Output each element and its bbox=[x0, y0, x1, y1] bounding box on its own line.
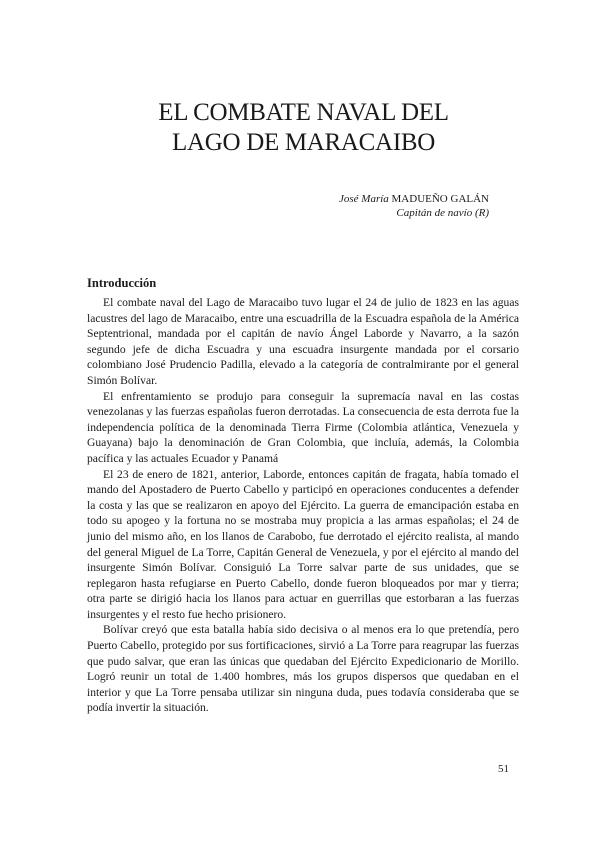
author-given-name: José María bbox=[338, 193, 389, 205]
section-heading: Introducción bbox=[87, 276, 157, 290]
title-line-1: EL COMBATE NAVAL DEL bbox=[158, 99, 449, 126]
paragraph-1: El combate naval del Lago de Maracaibo tuvo lugar el 24 de julio de 1823 en las aguas lacustres del lago de Maracaibo, entre una escuadrilla de la Escuadra española de la América Septentrional, mandada por el capitán de navío Ángel Laborde y Navarro, a la sazón segundo jefe de dicha Escuadra y una escuadra insurgente mandada por el corsario colombiano José Prudencio Padilla, elevado a la categoría de contralmirante por el general Simón Bolívar. bbox=[87, 296, 519, 387]
paragraph-3: El 23 de enero de 1821, anterior, Laborde, entonces capitán de fragata, había tomado el mando del Apostadero de Puerto Cabello y participó en operaciones conducentes a defender la costa y las que se realizaron en apoyo del Ejército. La guerra de emancipación estaba en todo su apogeo y la fortuna no se mostraba muy propicia a las armas españolas; el 24 de junio del mismo año, en los llanos de Carabobo, fue derrotado el ejército realista, al mando del general Miguel de La Torre, Capitán General de Venezuela, y por el ejército al mando del insurgente Simón Bolívar. Consiguió La Torre salvar parte de sus unidades, que se replegaron hasta refugiarse en Puerto Cabello, donde fueron bloqueados por mar y tierra; otra parte se dirigió hacia los llanos para actuar en guerrillas que estorbaran a las fuerzas insurgentes y el resto fue hecho prisionero. bbox=[87, 467, 519, 621]
paragraph-2: El enfrentamiento se produjo para conseguir la supremacía naval en las costas venezolanas y las fuerzas españolas fueron derrotadas. La consecuencia de esta derrota fue la independencia política de la denominada Tierra Firme (Colombia atlántica, Venezuela y Guayana) bajo la denominación de Gran Colombia, que incluía, además, la Colombia pacífica y las actuales Ecuador y Panamá bbox=[87, 389, 519, 465]
author-block bbox=[339, 192, 489, 220]
body-text bbox=[87, 295, 519, 716]
paragraph-4: Bolívar creyó que esta batalla había sido decisiva o al menos era lo que pretendía, pero Puerto Cabello, protegido por sus fortificaciones, sirvió a La Torre para reagrupar las fuerzas que pudo salvar, que eran las únicas que quedaban del Ejército Expedicionario de Morillo. Logró reunir un total de 1.400 hombres, más los grupos dispersos que quedaban en el interior y que La Torre pensaba utilizar sin ninguna duda, pues todavía consideraba que se podía invertir la situación. bbox=[87, 623, 519, 715]
author-rank: Capitán de navío (R) bbox=[396, 207, 489, 219]
page-number: 51 bbox=[498, 763, 509, 775]
article-title bbox=[0, 98, 607, 158]
author-surname: MADUEÑO GALÁN bbox=[391, 193, 489, 205]
title-line-2: LAGO DE MARACAIBO bbox=[172, 129, 435, 156]
author-name bbox=[339, 192, 489, 206]
